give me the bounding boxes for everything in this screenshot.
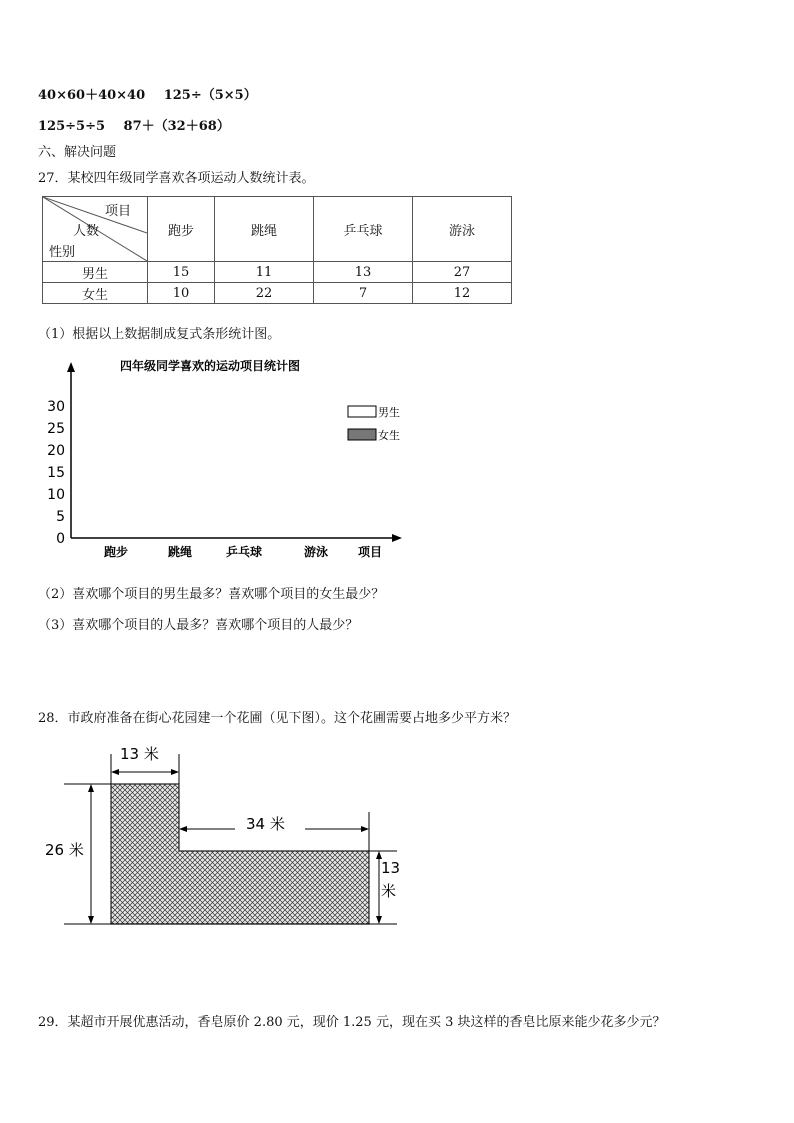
- corner-cell: [43, 197, 148, 262]
- dim-top-width: 13 米: [120, 745, 159, 763]
- dim-total-height: 26 米: [45, 841, 84, 859]
- y-tick-label: 5: [56, 509, 65, 525]
- x-axis-arrow: [392, 534, 402, 542]
- arrow-head: [376, 916, 382, 924]
- x-ticks: [104, 544, 328, 559]
- bar-chart: [30, 352, 410, 572]
- y-ticks: [47, 399, 65, 547]
- cell: 13: [314, 262, 413, 283]
- table-row: [43, 262, 512, 283]
- arrow-head: [376, 851, 382, 859]
- corner-middle-label: 人数: [73, 224, 100, 239]
- cell: 22: [215, 283, 314, 304]
- cell: 10: [148, 283, 215, 304]
- col-header: 游泳: [413, 197, 512, 262]
- calc-expr: 87＋（32＋68）: [123, 119, 230, 134]
- x-tick-label: 游泳: [303, 545, 329, 559]
- x-axis-label: 项目: [358, 545, 383, 559]
- cell: 11: [215, 262, 314, 283]
- legend: [348, 405, 400, 442]
- stats-table: [42, 196, 512, 304]
- legend-swatch-male: [348, 406, 376, 417]
- q27-sub2: （2）喜欢哪个项目的男生最多？喜欢哪个项目的女生最少？: [38, 587, 385, 602]
- arrow-head: [361, 826, 369, 832]
- arrow-head: [179, 826, 187, 832]
- row-label: 男生: [43, 262, 148, 283]
- table-header-row: [43, 197, 512, 262]
- garden-figure: [40, 740, 410, 940]
- arrow-head: [88, 784, 94, 792]
- cell: 7: [314, 283, 413, 304]
- calc-expr: 40×60＋40×40: [38, 88, 146, 103]
- q27-sub1: （1）根据以上数据制成复式条形统计图。: [38, 327, 281, 342]
- x-tick-label: 跳绳: [167, 545, 193, 559]
- q29-title: 29．某超市开展优惠活动，香皂原价 2.80 元，现价 1.25 元，现在买 3 块这样的香皂比原来能少花多少元？: [38, 1015, 666, 1030]
- x-tick-label: 跑步: [103, 545, 129, 559]
- q27-sub3: （3）喜欢哪个项目的人最多？喜欢哪个项目的人最少？: [38, 618, 359, 633]
- cell: 12: [413, 283, 512, 304]
- col-header: 乒乓球: [314, 197, 413, 262]
- calc-expr: 125÷5÷5: [38, 119, 106, 134]
- y-tick-label: 20: [47, 443, 65, 459]
- arrow-head: [111, 769, 119, 775]
- legend-swatch-female: [348, 429, 376, 440]
- dim-right-width: 34 米: [246, 815, 285, 833]
- corner-bottom-label: 性别: [49, 245, 76, 260]
- legend-label-male: 男生: [378, 406, 400, 419]
- row-label: 女生: [43, 283, 148, 304]
- y-axis-arrow: [67, 362, 75, 372]
- y-tick-label: 10: [47, 487, 65, 503]
- y-tick-label: 0: [56, 531, 65, 547]
- arrow-head: [171, 769, 179, 775]
- arrow-head: [88, 916, 94, 924]
- section-title: 六、解决问题: [38, 145, 117, 160]
- y-tick-label: 30: [47, 399, 65, 415]
- x-tick-label: 乒乓球: [225, 545, 263, 559]
- chart-title: 四年级同学喜欢的运动项目统计图: [120, 359, 301, 373]
- q27-title: 27．某校四年级同学喜欢各项运动人数统计表。: [38, 171, 315, 186]
- y-tick-label: 15: [47, 465, 65, 481]
- calc-row-2: [38, 115, 244, 134]
- calc-expr: 125÷（5×5）: [163, 88, 257, 103]
- legend-label-female: 女生: [378, 429, 400, 442]
- calc-row-1: [38, 84, 271, 103]
- dim-right-height: 13 米: [381, 859, 401, 900]
- q28-title: 28．市政府准备在街心花园建一个花圃（见下图）。这个花圃需要占地多少平方米？: [38, 711, 517, 726]
- garden-shape: [111, 784, 369, 924]
- cell: 15: [148, 262, 215, 283]
- y-tick-label: 25: [47, 421, 65, 437]
- table-row: [43, 283, 512, 304]
- cell: 27: [413, 262, 512, 283]
- corner-top-label: 项目: [105, 204, 132, 219]
- col-header: 跑步: [148, 197, 215, 262]
- col-header: 跳绳: [215, 197, 314, 262]
